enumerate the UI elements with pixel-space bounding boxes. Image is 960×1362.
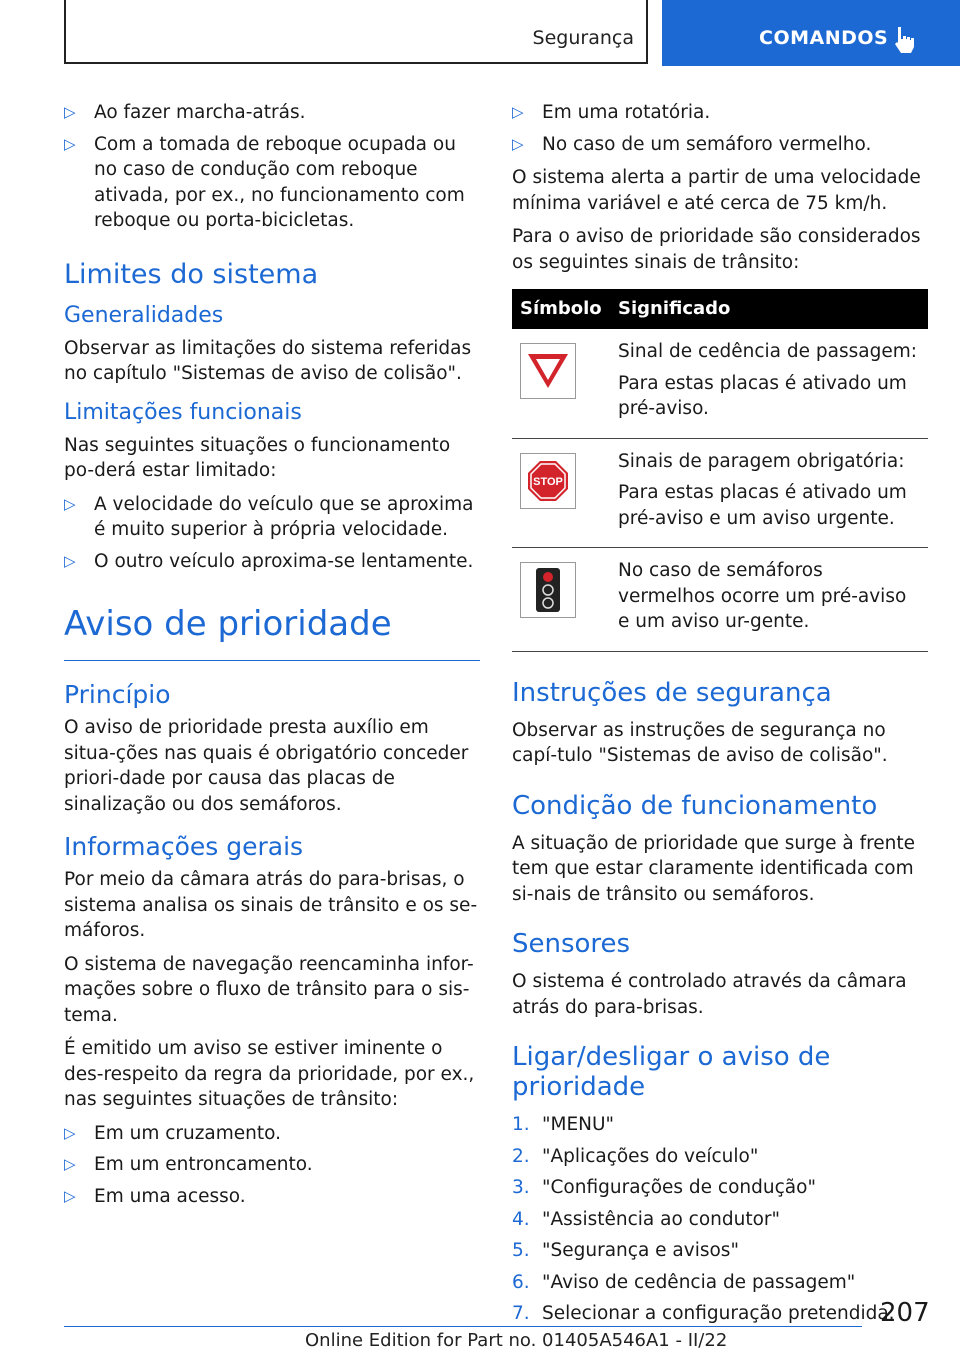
triangle-bullet-icon: ▷ — [64, 1155, 76, 1173]
bullet-list-situacoes — [64, 1121, 482, 1210]
footer-divider — [64, 1326, 862, 1327]
list-item: ▷ Em uma acesso. — [64, 1184, 482, 1210]
heading-generalidades: Generalidades — [64, 302, 224, 328]
list-item: ▷ No caso de um semáforo vermelho. — [512, 132, 928, 158]
traffic-light-icon — [520, 562, 576, 618]
traffic-signs-table — [512, 289, 928, 652]
paragraph: É emitido um aviso se estiver iminente o des-respeito da regra da prioridade, por ex., nas seguintes situações de trânsito: — [64, 1038, 475, 1110]
list-item: 6. "Aviso de cedência de passagem" — [512, 1271, 856, 1293]
footer-edition: Online Edition for Part no. 01405A546A1 - II/22 — [305, 1330, 728, 1351]
list-item: ▷ Em uma rotatória. — [512, 100, 928, 126]
yield-sign-icon — [520, 343, 576, 399]
paragraph: Para o aviso de prioridade são considerados os seguintes sinais de trânsito: — [512, 226, 921, 273]
heading-principio: Princípio — [64, 680, 171, 709]
header-chapter-tab — [662, 0, 960, 66]
triangle-bullet-icon: ▷ — [64, 103, 76, 121]
paragraph: O sistema de navegação reencaminha infor-mações sobre o fluxo de trânsito para o sis-tema. — [64, 953, 474, 1026]
bullet-list-top-left — [64, 100, 482, 234]
paragraph: Por meio da câmara atrás do para-brisas, o sistema analisa os sinais de trânsito e os se-máforos. — [64, 869, 478, 941]
header-section-title: Segurança — [532, 27, 634, 49]
list-item: 1. "MENU" — [512, 1114, 615, 1135]
triangle-bullet-icon: ▷ — [64, 134, 76, 153]
table-cell-meaning: Sinal de cedência de passagem: Para estas placas é ativado um pré-aviso. — [610, 329, 928, 438]
heading-sensores: Sensores — [512, 929, 631, 959]
triangle-bullet-icon: ▷ — [64, 1186, 76, 1205]
heading-condicao: Condição de funcionamento — [512, 790, 878, 821]
paragraph: O sistema é controlado através da câmara atrás do para-brisas. — [512, 971, 907, 1018]
table-cell-symbol — [512, 329, 610, 438]
heading-aviso-prioridade: Aviso de prioridade — [64, 604, 480, 661]
paragraph: Observar as instruções de segurança no capí-tulo "Sistemas de aviso de colisão". — [512, 719, 888, 766]
heading-limitacoes: Limitações funcionais — [64, 399, 302, 425]
paragraph: O sistema alerta a partir de uma velocidade mínima variável e até cerca de 75 km/h. — [512, 167, 921, 214]
triangle-bullet-icon: ▷ — [64, 551, 76, 570]
paragraph: O aviso de prioridade presta auxílio em situa-ções nas quais é obrigatório conceder priori-dade por causa das placas de sinalização ou dos semáforos. — [64, 717, 469, 815]
list-item: ▷ Em um entroncamento. — [64, 1152, 482, 1178]
list-item: 4. "Assistência ao condutor" — [512, 1208, 781, 1230]
list-item: ▷ Ao fazer marcha-atrás. — [64, 100, 482, 126]
list-item: ▷ Com a tomada de reboque ocupada ou no caso de condução com reboque ativada, por ex., no funcionamento com reboque ou porta-bicicletas. — [64, 133, 465, 231]
triangle-bullet-icon: ▷ — [512, 103, 524, 121]
list-item: 3. "Configurações de condução" — [512, 1177, 816, 1198]
page-number: 207 — [880, 1298, 930, 1328]
header-section-box — [64, 0, 648, 64]
paragraph: Observar as limitações do sistema referidas no capítulo "Sistemas de aviso de colisão". — [64, 337, 472, 384]
table-cell-symbol — [512, 438, 610, 548]
table-row — [512, 438, 928, 548]
list-item: ▷ Em um cruzamento. — [64, 1121, 482, 1147]
triangle-bullet-icon: ▷ — [64, 1123, 76, 1142]
triangle-bullet-icon: ▷ — [64, 494, 76, 513]
bullet-list-top-right — [512, 100, 928, 157]
svg-text:STOP: STOP — [533, 475, 563, 488]
table-header-meaning: Significado — [610, 289, 928, 329]
heading-limites: Limites do sistema — [64, 258, 319, 290]
list-item: 7. Selecionar a configuração pretendida. — [512, 1303, 895, 1324]
hand-pointer-icon — [894, 27, 916, 53]
table-row — [512, 548, 928, 652]
list-item: 5. "Segurança e avisos" — [512, 1240, 739, 1261]
header-chapter-title: COMANDOS — [759, 27, 889, 49]
heading-instrucoes: Instruções de segurança — [512, 677, 832, 708]
list-item: ▷ A velocidade do veículo que se aproxima é muito superior à própria velocidade. — [64, 493, 474, 540]
table-header-row — [512, 289, 928, 329]
heading-ligar-desligar: Ligar/desligar o aviso de prioridade — [512, 1042, 831, 1102]
bullet-list-limitacoes — [64, 492, 482, 575]
left-column — [64, 100, 482, 1217]
table-header-symbol: Símbolo — [512, 289, 610, 329]
stop-sign-icon — [520, 453, 576, 509]
table-cell-symbol — [512, 548, 610, 652]
table-cell-meaning: Sinais de paragem obrigatória: Para estas placas é ativado um pré-aviso e um aviso urgente. — [610, 438, 928, 548]
right-column — [512, 100, 928, 1333]
steps-list — [512, 1112, 928, 1327]
table-cell-meaning: No caso de semáforos vermelhos ocorre um pré-aviso e um aviso ur-gente. — [610, 548, 928, 652]
paragraph: A situação de prioridade que surge à frente tem que estar claramente identificada com si-nais de trânsito ou semáforos. — [512, 832, 916, 905]
heading-informacoes: Informações gerais — [64, 832, 304, 861]
list-item: ▷ O outro veículo aproxima-se lentamente. — [64, 549, 482, 575]
triangle-bullet-icon: ▷ — [512, 134, 524, 153]
paragraph: Nas seguintes situações o funcionamento po-derá estar limitado: — [64, 434, 451, 481]
list-item: 2. "Aplicações do veículo" — [512, 1145, 759, 1167]
table-row — [512, 329, 928, 438]
